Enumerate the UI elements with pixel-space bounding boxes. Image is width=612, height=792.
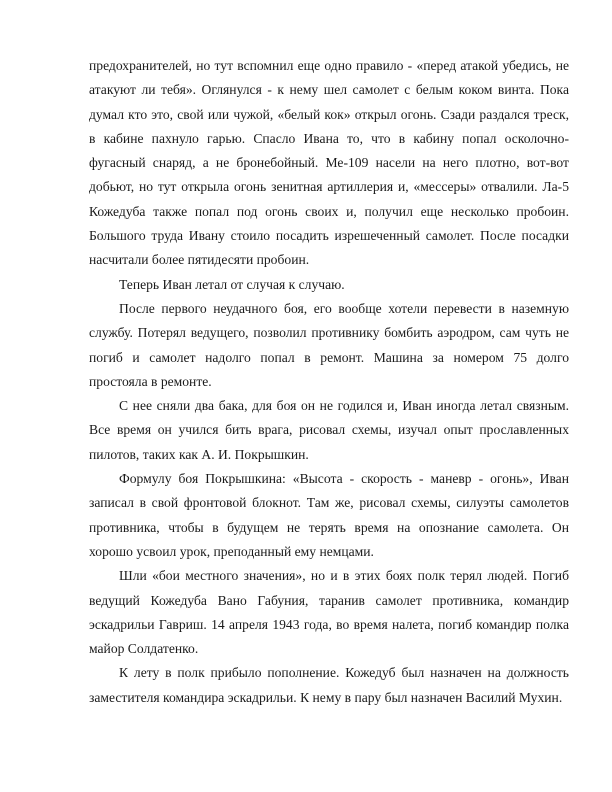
text-line: службу. Потерял ведущего, позволил противнику бомбить аэродром, сам чуть не bbox=[89, 325, 569, 341]
text-line: простояла в ремонте. bbox=[89, 373, 212, 389]
text-line: в кабине пахнуло гарью. Спасло Ивана то, что в кабину попал осколочно- bbox=[89, 130, 569, 146]
text-line: атакуют ли тебя». Оглянулся - к нему шел самолет с белым коком винта. Пока bbox=[89, 82, 569, 98]
paragraph bbox=[89, 564, 569, 661]
paragraph bbox=[89, 273, 569, 297]
text-line: хорошо усвоил урок, преподанный ему немцами. bbox=[89, 543, 374, 559]
text-line: пилотов, таких как А. И. Покрышкин. bbox=[89, 446, 309, 462]
paragraph bbox=[89, 661, 569, 710]
text-line: Все время он учился бить врага, рисовал схемы, изучал опыт прославленных bbox=[89, 422, 569, 438]
text-line: добьют, но тут открыла огонь зенитная артиллерия и, «мессеры» отвалили. Ла-5 bbox=[89, 179, 569, 195]
text-line: заместителя командира эскадрильи. К нему в пару был назначен Василий Мухин. bbox=[89, 689, 563, 705]
text-line: После первого неудачного боя, его вообще хотели перевести в наземную bbox=[119, 300, 569, 316]
text-line: Шли «бои местного значения», но и в этих боях полк терял людей. Погиб bbox=[119, 568, 569, 584]
text-line: противника, чтобы в будущем не терять время на опознание самолета. Он bbox=[89, 519, 569, 535]
text-line: майор Солдатенко. bbox=[89, 641, 199, 657]
text-line: погиб и самолет надолго попал в ремонт. Машина за номером 75 долго bbox=[89, 349, 569, 365]
text-line: предохранителей, но тут вспомнил еще одно правило - «перед атакой убедись, не bbox=[89, 58, 569, 73]
text-line: Формулу боя Покрышкина: «Высота - скорость - маневр - огонь», Иван bbox=[119, 471, 569, 487]
text-line: Теперь Иван летал от случая к случаю. bbox=[119, 276, 345, 292]
paragraph bbox=[89, 297, 569, 394]
body-text bbox=[89, 54, 569, 710]
text-line: К лету в полк прибыло пополнение. Кожедуб был назначен на должность bbox=[119, 665, 569, 681]
text-line: Большого труда Ивану стоило посадить изрешеченный самолет. После посадки bbox=[89, 228, 569, 244]
text-line: записал в свой фронтовой блокнот. Там же, рисовал схемы, силуэты самолетов bbox=[89, 495, 569, 511]
paragraph bbox=[89, 394, 569, 467]
text-line: насчитали более пятидесяти пробоин. bbox=[89, 252, 310, 268]
text-line: Кожедуба также попал под огонь своих и, получил еще несколько пробоин. bbox=[89, 203, 569, 219]
paragraph bbox=[89, 54, 569, 273]
text-line: думал кто это, свой или чужой, «белый кок» открыл огонь. Сзади раздался треск, bbox=[89, 106, 569, 122]
text-line: эскадрильи Гавриш. 14 апреля 1943 года, во время налета, погиб командир полка bbox=[89, 616, 569, 632]
text-line: фугасный снаряд, а не бронебойный. Ме-109 насели на него плотно, вот-вот bbox=[89, 155, 569, 171]
text-line: ведущий Кожедуба Вано Габуния, таранив самолет противника, командир bbox=[89, 592, 569, 608]
text-line: С нее сняли два бака, для боя он не годился и, Иван иногда летал связным. bbox=[119, 398, 569, 414]
paragraph bbox=[89, 467, 569, 564]
